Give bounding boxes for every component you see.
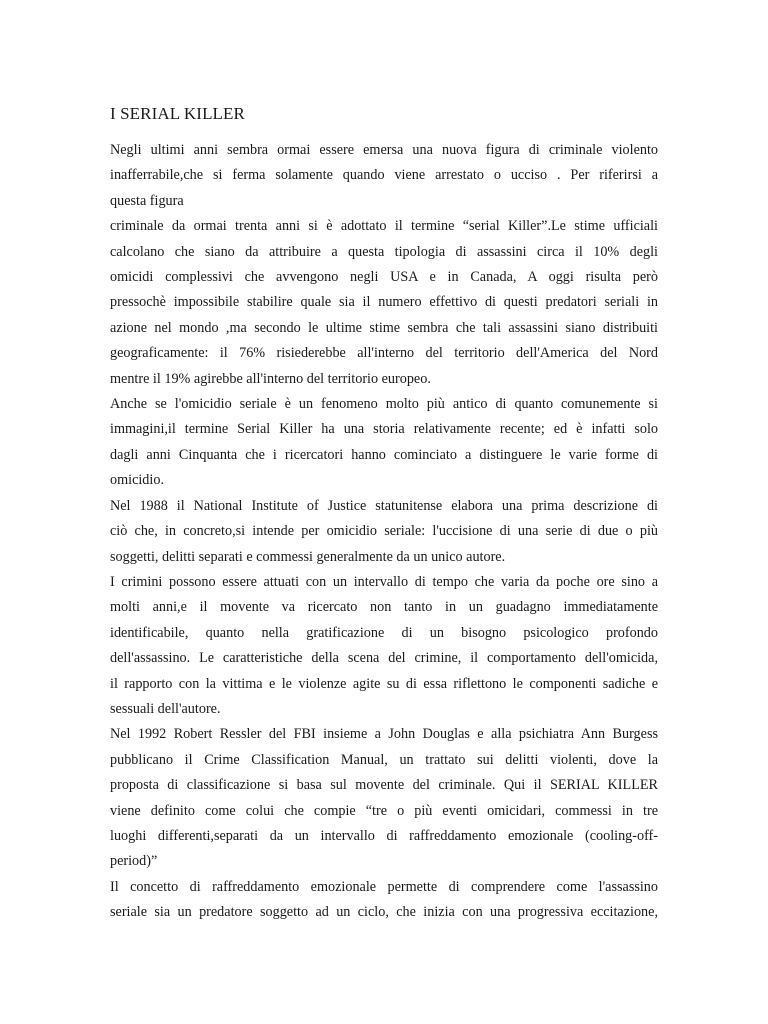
body-line: seriale sia un predatore soggetto ad un ciclo, che inizia con una progressiva eccitazione, bbox=[110, 904, 658, 921]
body-line: omicidi complessivi che avvengono negli USA e in Canada, A oggi risulta però bbox=[110, 269, 658, 286]
document-title: I SERIAL KILLER bbox=[110, 104, 245, 123]
body-line: Nel 1988 il National Institute of Justice statunitense elabora una prima descrizione di bbox=[110, 497, 658, 514]
body-line: identificabile, quanto nella gratificazione di un bisogno psicologico profondo bbox=[110, 624, 658, 641]
body-line: Negli ultimi anni sembra ormai essere emersa una nuova figura di criminale violento bbox=[110, 142, 658, 158]
body-line: sessuali dell'autore. bbox=[110, 700, 221, 717]
document-page bbox=[110, 102, 658, 926]
body-line: luoghi differenti,separati da un intervallo di raffreddamento emozionale (cooling-off- bbox=[110, 827, 658, 844]
body-line: proposta di classificazione si basa sul movente del criminale. Qui il SERIAL KILLER bbox=[110, 777, 658, 794]
body-line: pressochè impossibile stabilire quale sia il numero effettivo di questi predatori seriali in bbox=[110, 294, 658, 311]
body-line: questa figura bbox=[110, 192, 184, 209]
body-line: pubblicano il Crime Classification Manual, un trattato sui delitti violenti, dove la bbox=[110, 751, 658, 768]
body-line: geograficamente: il 76% risiederebbe all'interno del territorio dell'America del Nord bbox=[110, 345, 658, 362]
body-line: inafferrabile,che si ferma solamente quando viene arrestato o ucciso . Per riferirsi a bbox=[110, 167, 658, 184]
body-line: viene definito come colui che compie “tre o più eventi omicidari, commessi in tre bbox=[110, 802, 658, 819]
body-line: calcolano che siano da attribuire a questa tipologia di assassini circa il 10% degli bbox=[110, 243, 658, 260]
body-line: I crimini possono essere attuati con un intervallo di tempo che varia da poche ore sino a bbox=[110, 573, 658, 590]
body-line: period)” bbox=[110, 853, 158, 870]
body-line: soggetti, delitti separati e commessi generalmente da un unico autore. bbox=[110, 548, 506, 565]
body-line: azione nel mondo ,ma secondo le ultime stime sembra che tali assassini siano distribuiti bbox=[110, 319, 658, 336]
body-line: molti anni,e il movente va ricercato non tanto in un guadagno immediatamente bbox=[110, 599, 658, 616]
body-line: omicidio. bbox=[110, 472, 164, 489]
body-line: criminale da ormai trenta anni si è adottato il termine “serial Killer”.Le stime ufficiali bbox=[110, 218, 658, 235]
body-line: Anche se l'omicidio seriale è un fenomeno molto più antico di quanto comunemente si bbox=[110, 396, 658, 413]
body-line: il rapporto con la vittima e le violenze agite su di essa riflettono le componenti sadiche e bbox=[110, 675, 658, 692]
body-line: ciò che, in concreto,si intende per omicidio seriale: l'uccisione di una serie di due o più bbox=[110, 523, 658, 540]
document-body bbox=[110, 138, 658, 926]
body-line: mentre il 19% agirebbe all'interno del territorio europeo. bbox=[110, 370, 431, 387]
body-line: immagini,il termine Serial Killer ha una storia relativamente recente; ed è infatti solo bbox=[110, 421, 658, 438]
body-line: dell'assassino. Le caratteristiche della scena del crimine, il comportamento dell'omicida, bbox=[110, 650, 658, 667]
body-line: dagli anni Cinquanta che i ricercatori hanno cominciato a distinguere le varie forme di bbox=[110, 446, 658, 463]
body-line: Il concetto di raffreddamento emozionale permette di comprendere come l'assassino bbox=[110, 878, 658, 895]
body-line: Nel 1992 Robert Ressler del FBI insieme a John Douglas e alla psichiatra Ann Burgess bbox=[110, 726, 658, 743]
